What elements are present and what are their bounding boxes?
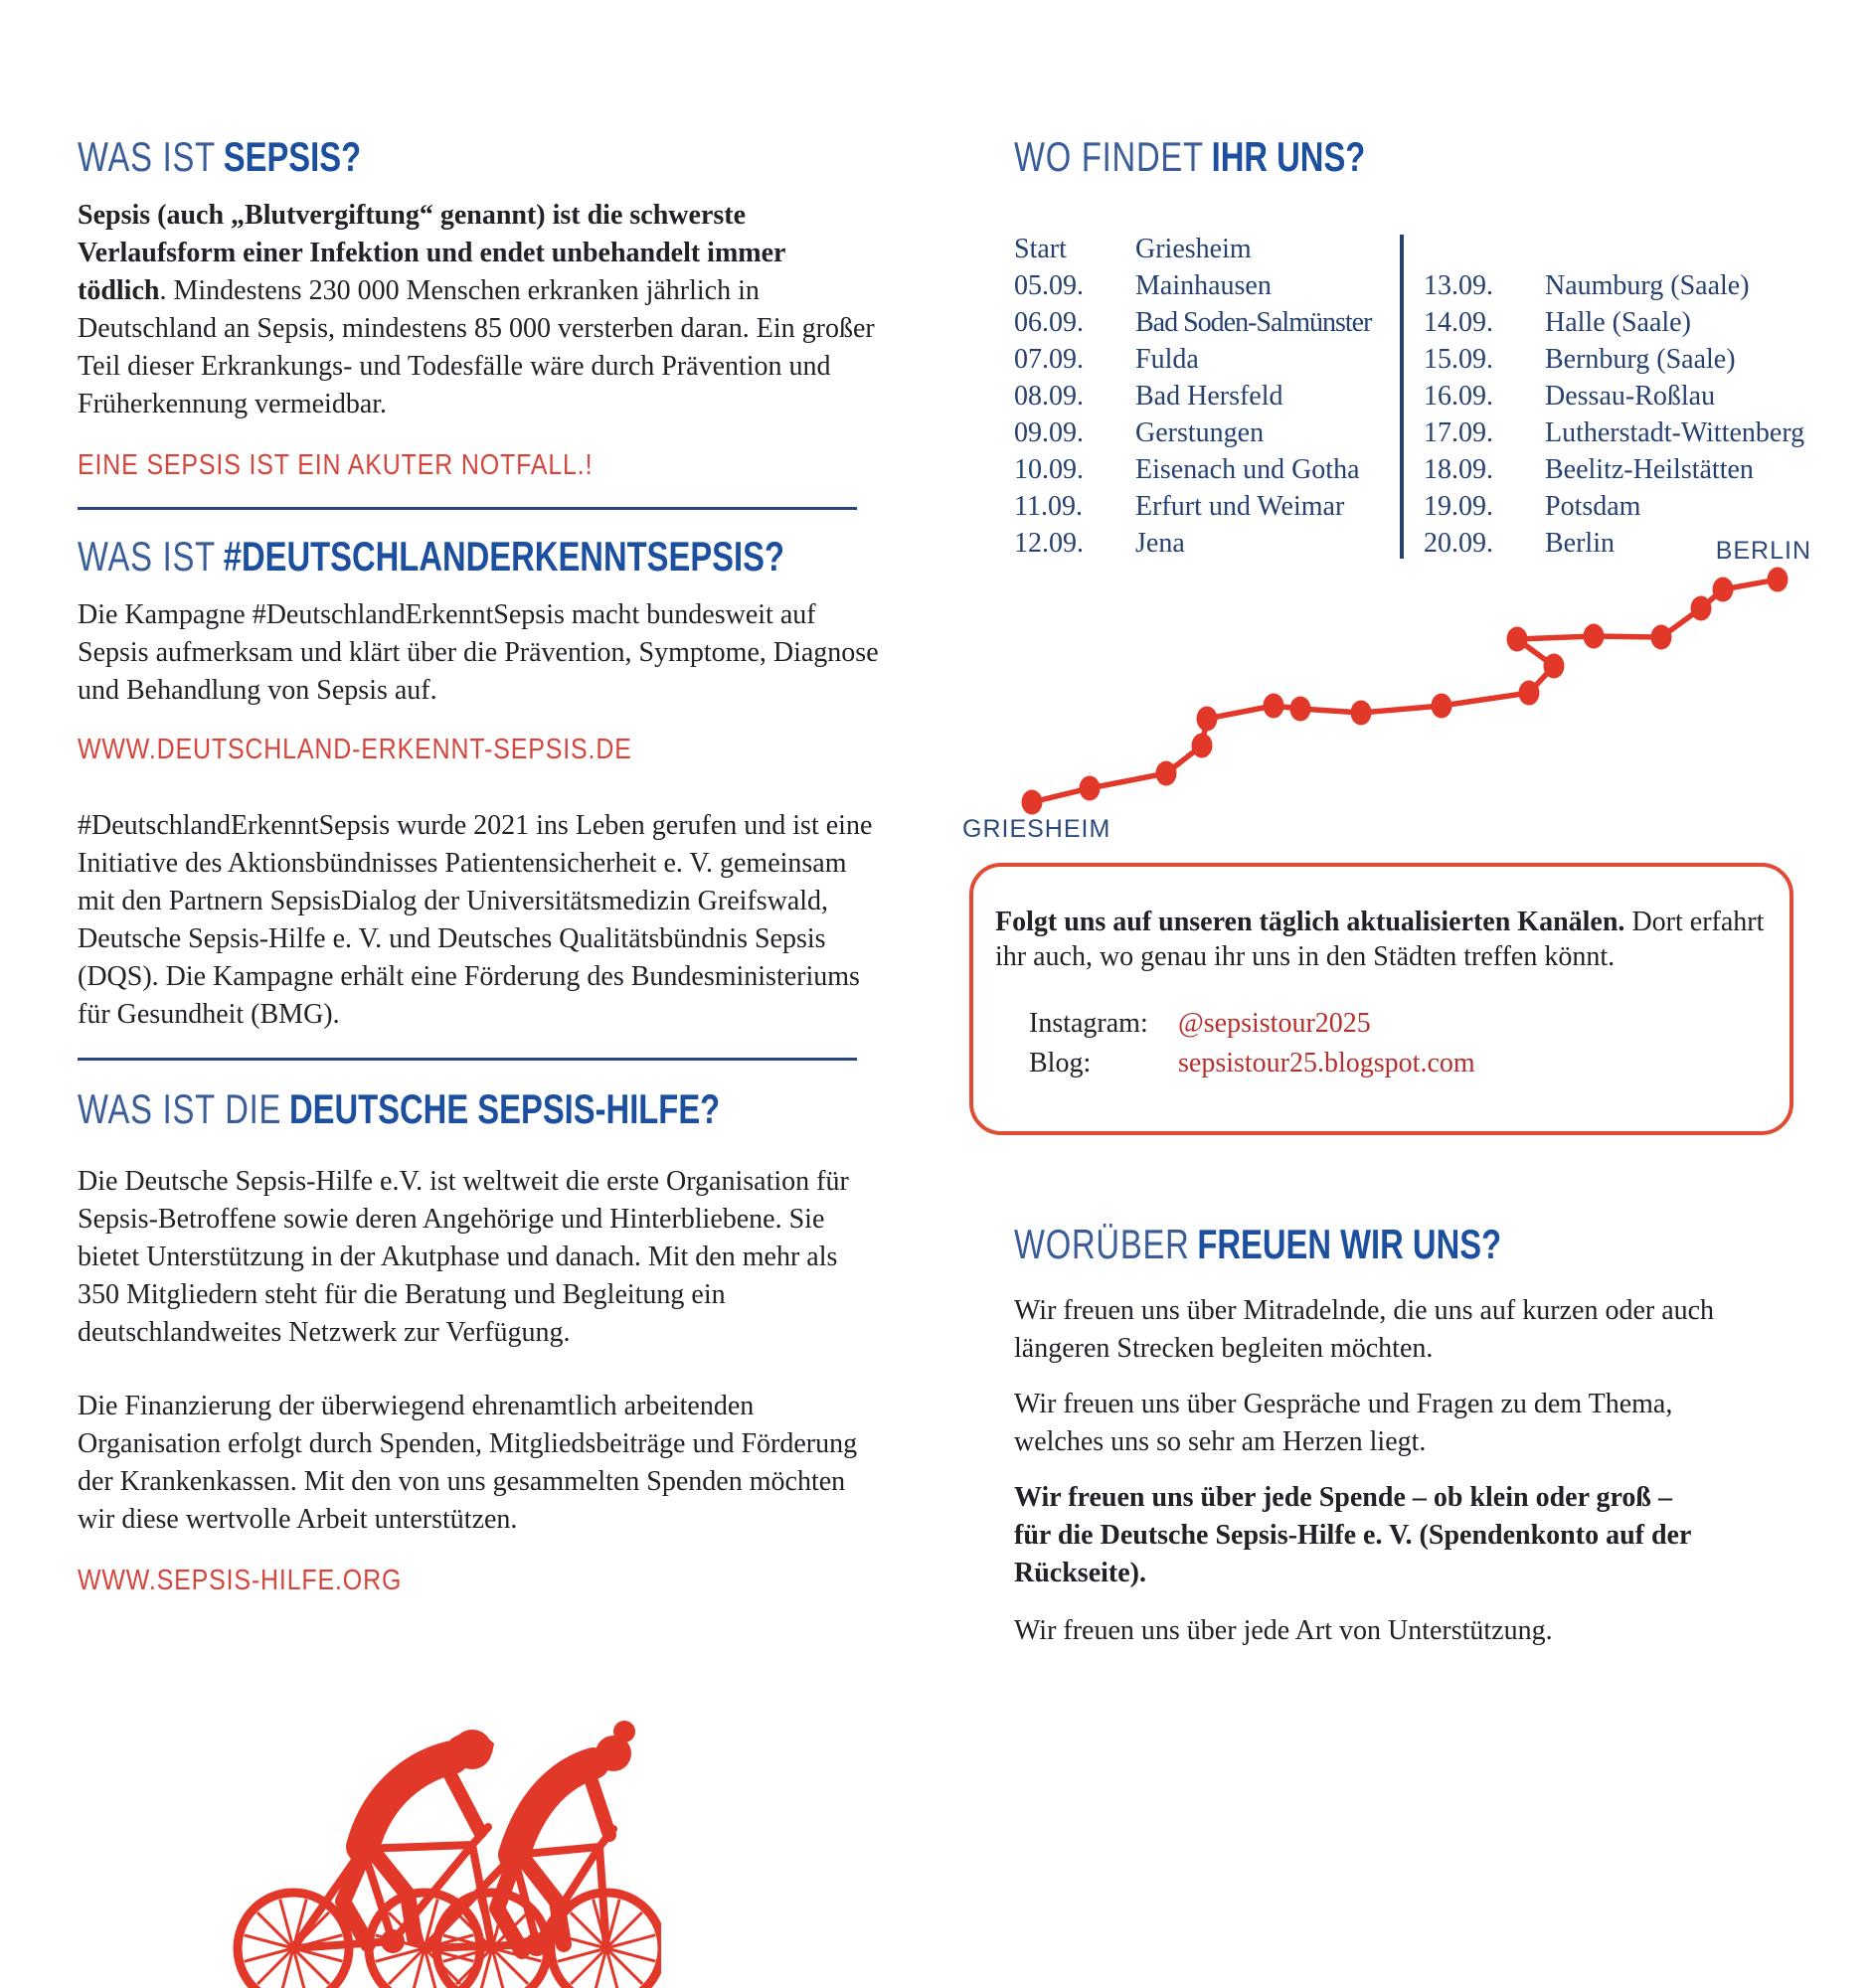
social-box-text [995,905,1766,974]
schedule-row: 11.09. Erfurt und Weimar [1014,491,1345,522]
social-box-rest: Dort erfahrt ihr auch, wo genau ihr uns in den Städten treffen könnt. [995,907,1765,972]
social-row-instagram: Instagram: @sepsistour2025 [1029,1004,1789,1044]
paragraph-bold-lead: Sepsis (auch „Blutvergiftung“ genannt) ist die schwerste Verlaufsform einer Infektion und endet unbehandelt immer tödlich [78,200,785,306]
social-box-bold: Folgt uns auf unseren täglich aktualisierten Kanälen. [995,907,1625,937]
bike-frame-icon [293,1827,492,1953]
link-sepsis-hilfe[interactable]: WWW.SEPSIS-HILFE.ORG [78,1565,403,1596]
schedule-row: 05.09. Mainhausen [1014,270,1272,301]
paragraph-rest: . Mindestens 230 000 Menschen erkranken jährlich in Deutschland an Sepsis, mindestens 85 000 versterben daran. Ein großer Teil dieser Erkrankungs- und Todesfälle wäre durch Prävention und Früherkennung vermeidbar. [78,275,875,419]
schedule-row: 18.09. Beelitz-Heilstätten [1424,454,1754,485]
schedule-row: 09.09. Gerstungen [1014,417,1265,448]
blog-link[interactable]: sepsistour25.blogspot.com [1178,1048,1475,1078]
cyclists-svg [164,1688,661,1988]
alert-sepsis-notfall: EINE SEPSIS IST EIN AKUTER NOTFALL.! [78,449,594,481]
schedule-row: 07.09. Fulda [1014,344,1199,375]
cyclists-illustration [164,1688,661,1988]
heading-bold: FREUEN WIR UNS? [1197,1221,1502,1267]
schedule-row: 12.09. Jena [1014,528,1185,559]
tour-schedule-left [1014,231,1371,562]
paragraph-unterstuetzung: Wir freuen uns über jede Art von Unterstützung. [1014,1615,1553,1646]
schedule-row: 15.09. Bernburg (Saale) [1424,344,1736,375]
paragraph-gespraeche: Wir freuen uns über Gespräche und Fragen zu dem Thema, welches uns so sehr am Herzen liegt. [1014,1389,1673,1457]
paragraph-sepsis-definition [78,197,879,423]
schedule-row: 06.09. Bad Soden-Salmünster [1014,307,1372,338]
schedule-row: 10.09. Eisenach und Gotha [1014,454,1360,485]
heading-light: WORÜBER [1014,1221,1190,1267]
schedule-row: 13.09. Naumburg (Saale) [1424,270,1750,301]
schedule-row: 19.09. Potsdam [1424,491,1641,522]
paragraph-initiative: #DeutschlandErkenntSepsis wurde 2021 ins Leben gerufen und ist eine Initiative des Aktionsbündnisses Patientensicherheit e. V. gemeinsam mit den Partnern SepsisDialog der Universitätsmedizin Greifswald, Deutsche Sepsis-Hilfe e. V. und Deutsches Qualitätsbündnis Sepsis (DQS). Die Kampagne erhält eine Förderung des Bundesministeriums für Gesundheit (BMG). [78,810,873,1030]
schedule-row: 16.09. Dessau-Roßlau [1424,381,1716,412]
link-deutschland-erkennt-sepsis[interactable]: WWW.DEUTSCHLAND-ERKENNT-SEPSIS.DE [78,734,632,765]
heading-bold: #DEUTSCHLANDERKENNTSEPSIS? [223,533,785,580]
heading-worueber-freuen-wir-uns [1014,1221,1638,1268]
paragraph-mitradelnde: Wir freuen uns über Mitradelnde, die uns auf kurzen oder auch längeren Strecken begleiten möchten. [1014,1295,1715,1364]
paragraph-sepsis-hilfe: Die Deutsche Sepsis-Hilfe e.V. ist weltweit die erste Organisation für Sepsis-Betroffene sowie deren Angehörige und Hinterbliebene. Sie bietet Unterstützung in der Akutphase und danach. Mit den mehr als 350 Mitgliedern steht für die Beratung und Begleitung ein deutschlandweites Netzwerk zur Verfügung. [78,1166,849,1348]
heading-light: WO FINDET [1014,133,1204,180]
heading-was-ist-sepsis [78,133,441,181]
heading-light: WAS IST [78,133,216,180]
paragraph-finanzierung: Die Finanzierung der überwiegend ehrenamtlich arbeitenden Organisation erfolgt durch Spenden, Mitgliedsbeiträge und Förderung der Krankenkassen. Mit den von uns gesammelten Spenden möchten wir diese wertvolle Arbeit unterstützen. [78,1391,858,1535]
heading-bold: DEUTSCHE SEPSIS-HILFE? [288,1085,721,1132]
map-label-berlin: BERLIN [1715,537,1811,565]
heading-deutschlanderkenntsepsis [78,533,984,580]
social-media-box [969,863,1793,1135]
heading-bold: SEPSIS? [223,133,362,180]
heading-bold: IHR UNS? [1211,133,1366,180]
heading-wo-findet-ihr-uns [1014,133,1464,181]
instagram-handle-link[interactable]: @sepsistour2025 [1178,1008,1371,1039]
heading-light: WAS IST DIE [78,1085,282,1132]
map-label-griesheim: GRIESHEIM [962,815,1111,843]
social-row-blog: Blog: sepsistour25.blogspot.com [1029,1044,1789,1083]
schedule-row: 08.09. Bad Hersfeld [1014,381,1283,412]
social-links [1029,1004,1789,1083]
schedule-row: 17.09. Lutherstadt-Wittenberg [1424,417,1805,448]
heading-deutsche-sepsis-hilfe [78,1085,901,1133]
schedule-row: 14.09. Halle (Saale) [1424,307,1691,338]
divider-line [78,1058,857,1061]
divider-line [78,507,857,510]
heading-light: WAS IST [78,533,216,580]
bike-wheel-icon [238,1893,349,1988]
schedule-row: 20.09. Berlin [1424,528,1615,559]
paragraph-kampagne: Die Kampagne #DeutschlandErkenntSepsis macht bundesweit auf Sepsis aufmerksam und klärt über die Prävention, Symptome, Diagnose und Behandlung von Sepsis auf. [78,599,879,706]
tour-schedule-right [1424,267,1804,562]
schedule-divider [1400,235,1404,559]
schedule-row: Start Griesheim [1014,234,1252,264]
paragraph-spende: Wir freuen uns über jede Spende – ob klein oder groß – für die Deutsche Sepsis-Hilfe e. V. (Spendenkonto auf der Rückseite). [1014,1482,1691,1588]
